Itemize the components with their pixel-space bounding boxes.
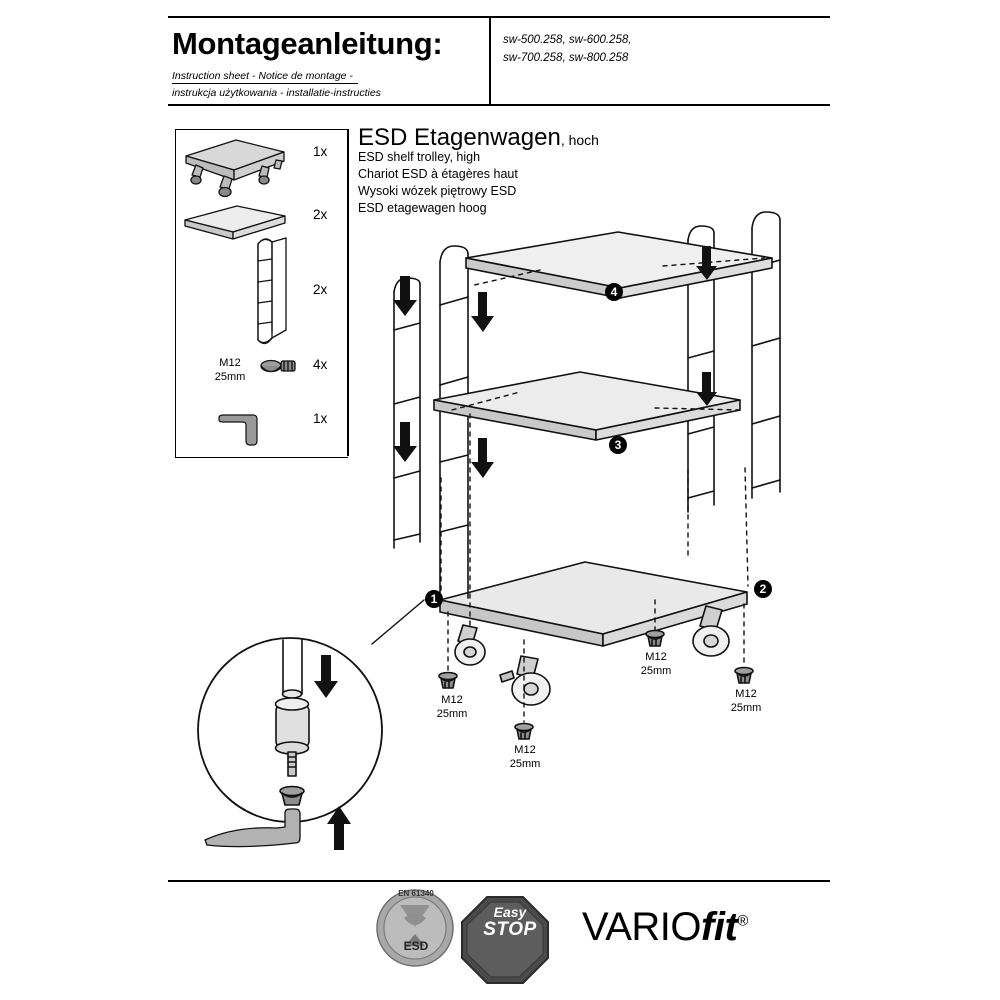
bolt-callout-1-line2: 25mm [436,707,468,720]
step-badge-2: 2 [754,580,772,598]
easystop-label-line2: STOP [483,919,537,941]
bolt-callout-1-line1: M12 [441,694,463,706]
product-title-suffix: , hoch [560,132,599,148]
step-badge-1: 1 [425,590,443,608]
parts-bolt-label-line1: M12 [219,357,241,369]
bolt-callout-4-line1: M12 [735,688,757,700]
parts-qty-3: 2x [313,282,328,297]
header-subtitle-line1: Instruction sheet - Notice de montage - [172,70,353,82]
parts-qty-4: 4x [313,357,328,372]
article-codes-line2: sw-700.258, sw-800.258 [503,52,629,64]
parts-bolt-label-line2: 25mm [214,370,246,383]
esd-badge-standard-label: EN 61340 [398,889,434,898]
product-title-en: ESD shelf trolley, high [358,150,481,164]
bolt-callout-2-line1: M12 [514,744,536,756]
brand-name-part1: VARIO [582,905,702,949]
product-title-fr: Chariot ESD à étagères haut [358,167,518,181]
article-codes-line1: sw-500.258, sw-600.258, [503,34,632,46]
parts-qty-5: 1x [313,411,328,426]
product-title-pl: Wysoki wózek piętrowy ESD [358,184,517,198]
parts-qty-1: 1x [313,144,328,159]
bolt-callout-4-line2: 25mm [730,701,762,714]
brand-name-part2: fit [701,905,738,949]
brand-registered-mark: ® [737,912,748,930]
product-title-main: ESD Etagenwagen [358,124,561,151]
parts-qty-2: 2x [313,207,328,222]
easystop-label [472,905,548,941]
easystop-label-line1: Easy [493,904,527,920]
esd-badge-label: ESD [403,939,429,953]
bolt-callout-2-line2: 25mm [509,757,541,770]
bolt-callout-3-line1: M12 [645,651,667,663]
product-title-nl: ESD etagewagen hoog [358,201,487,215]
brand-logo [582,905,748,950]
bolt-callout-3-line2: 25mm [640,664,672,677]
step-badge-3: 3 [609,436,627,454]
page-title: Montageanleitung: [172,26,443,61]
step-badge-4: 4 [605,283,623,301]
esd-badge-icon [377,890,453,966]
header-subtitle-line2: instrukcja użytkowania - installatie-instructies [172,87,381,99]
